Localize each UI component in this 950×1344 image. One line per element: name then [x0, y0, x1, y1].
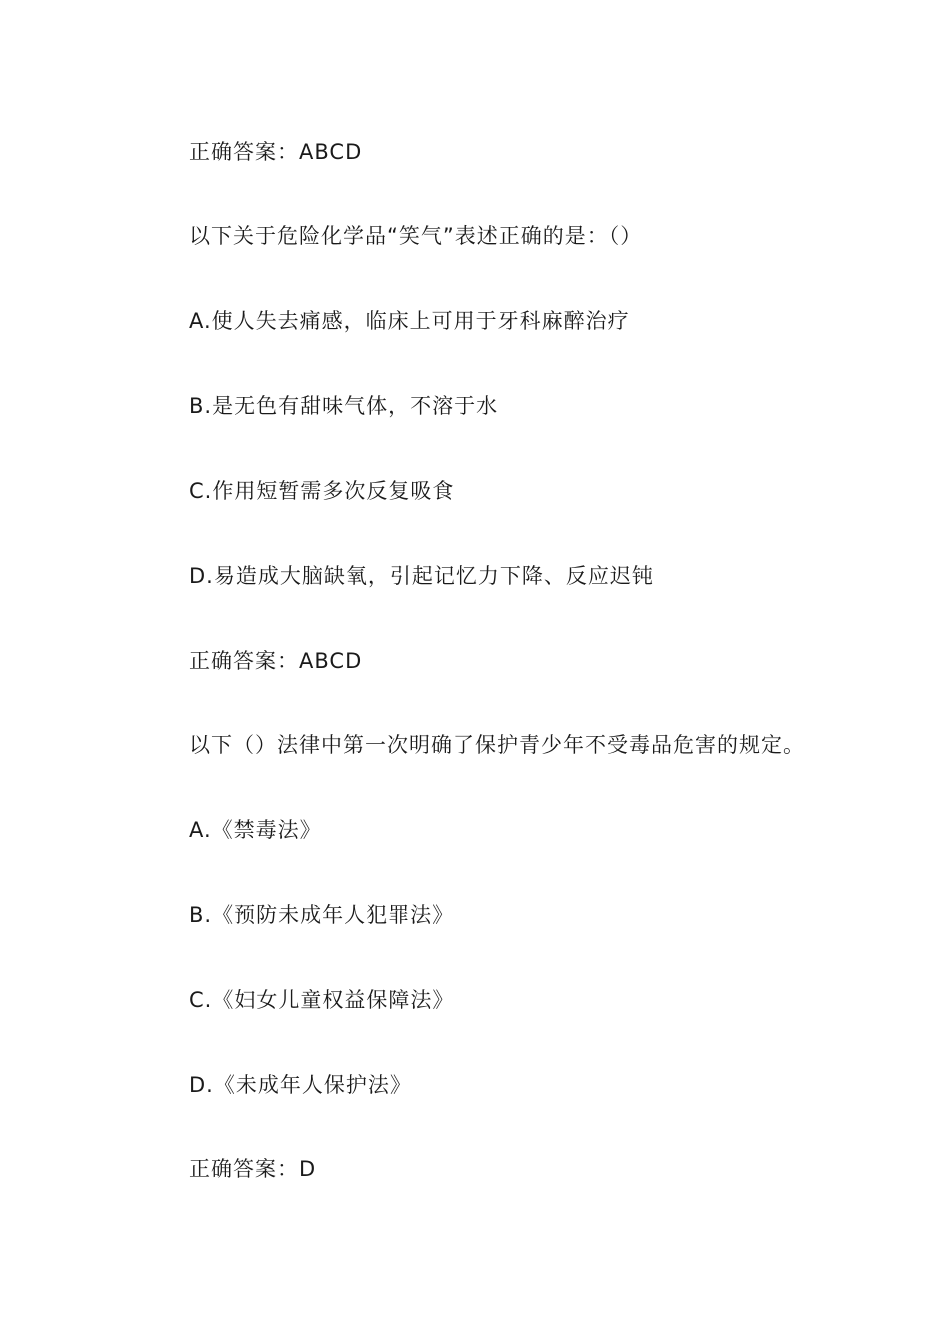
- question-2: 以下（）法律中第一次明确了保护青少年不受毒品危害的规定。: [189, 733, 805, 757]
- question-1: 以下关于危险化学品“笑气”表述正确的是：（）: [189, 224, 643, 248]
- question-1-option-a: A.使人失去痛感，临床上可用于牙科麻醉治疗: [189, 309, 630, 333]
- question-1-option-c: C.作用短暂需多次反复吸食: [189, 479, 455, 503]
- question-2-option-c: C.《妇女儿童权益保障法》: [189, 988, 455, 1012]
- question-2-option-d: D.《未成年人保护法》: [189, 1073, 412, 1097]
- question-1-option-d: D.易造成大脑缺氧，引起记忆力下降、反应迟钝: [189, 564, 654, 588]
- answer-line-1: 正确答案：ABCD: [189, 140, 363, 164]
- answer-line-3: 正确答案：D: [189, 1157, 317, 1181]
- answer-line-2: 正确答案：ABCD: [189, 649, 363, 673]
- question-2-option-a: A.《禁毒法》: [189, 818, 322, 842]
- question-1-option-b: B.是无色有甜味气体，不溶于水: [189, 394, 499, 418]
- question-2-option-b: B.《预防未成年人犯罪法》: [189, 903, 455, 927]
